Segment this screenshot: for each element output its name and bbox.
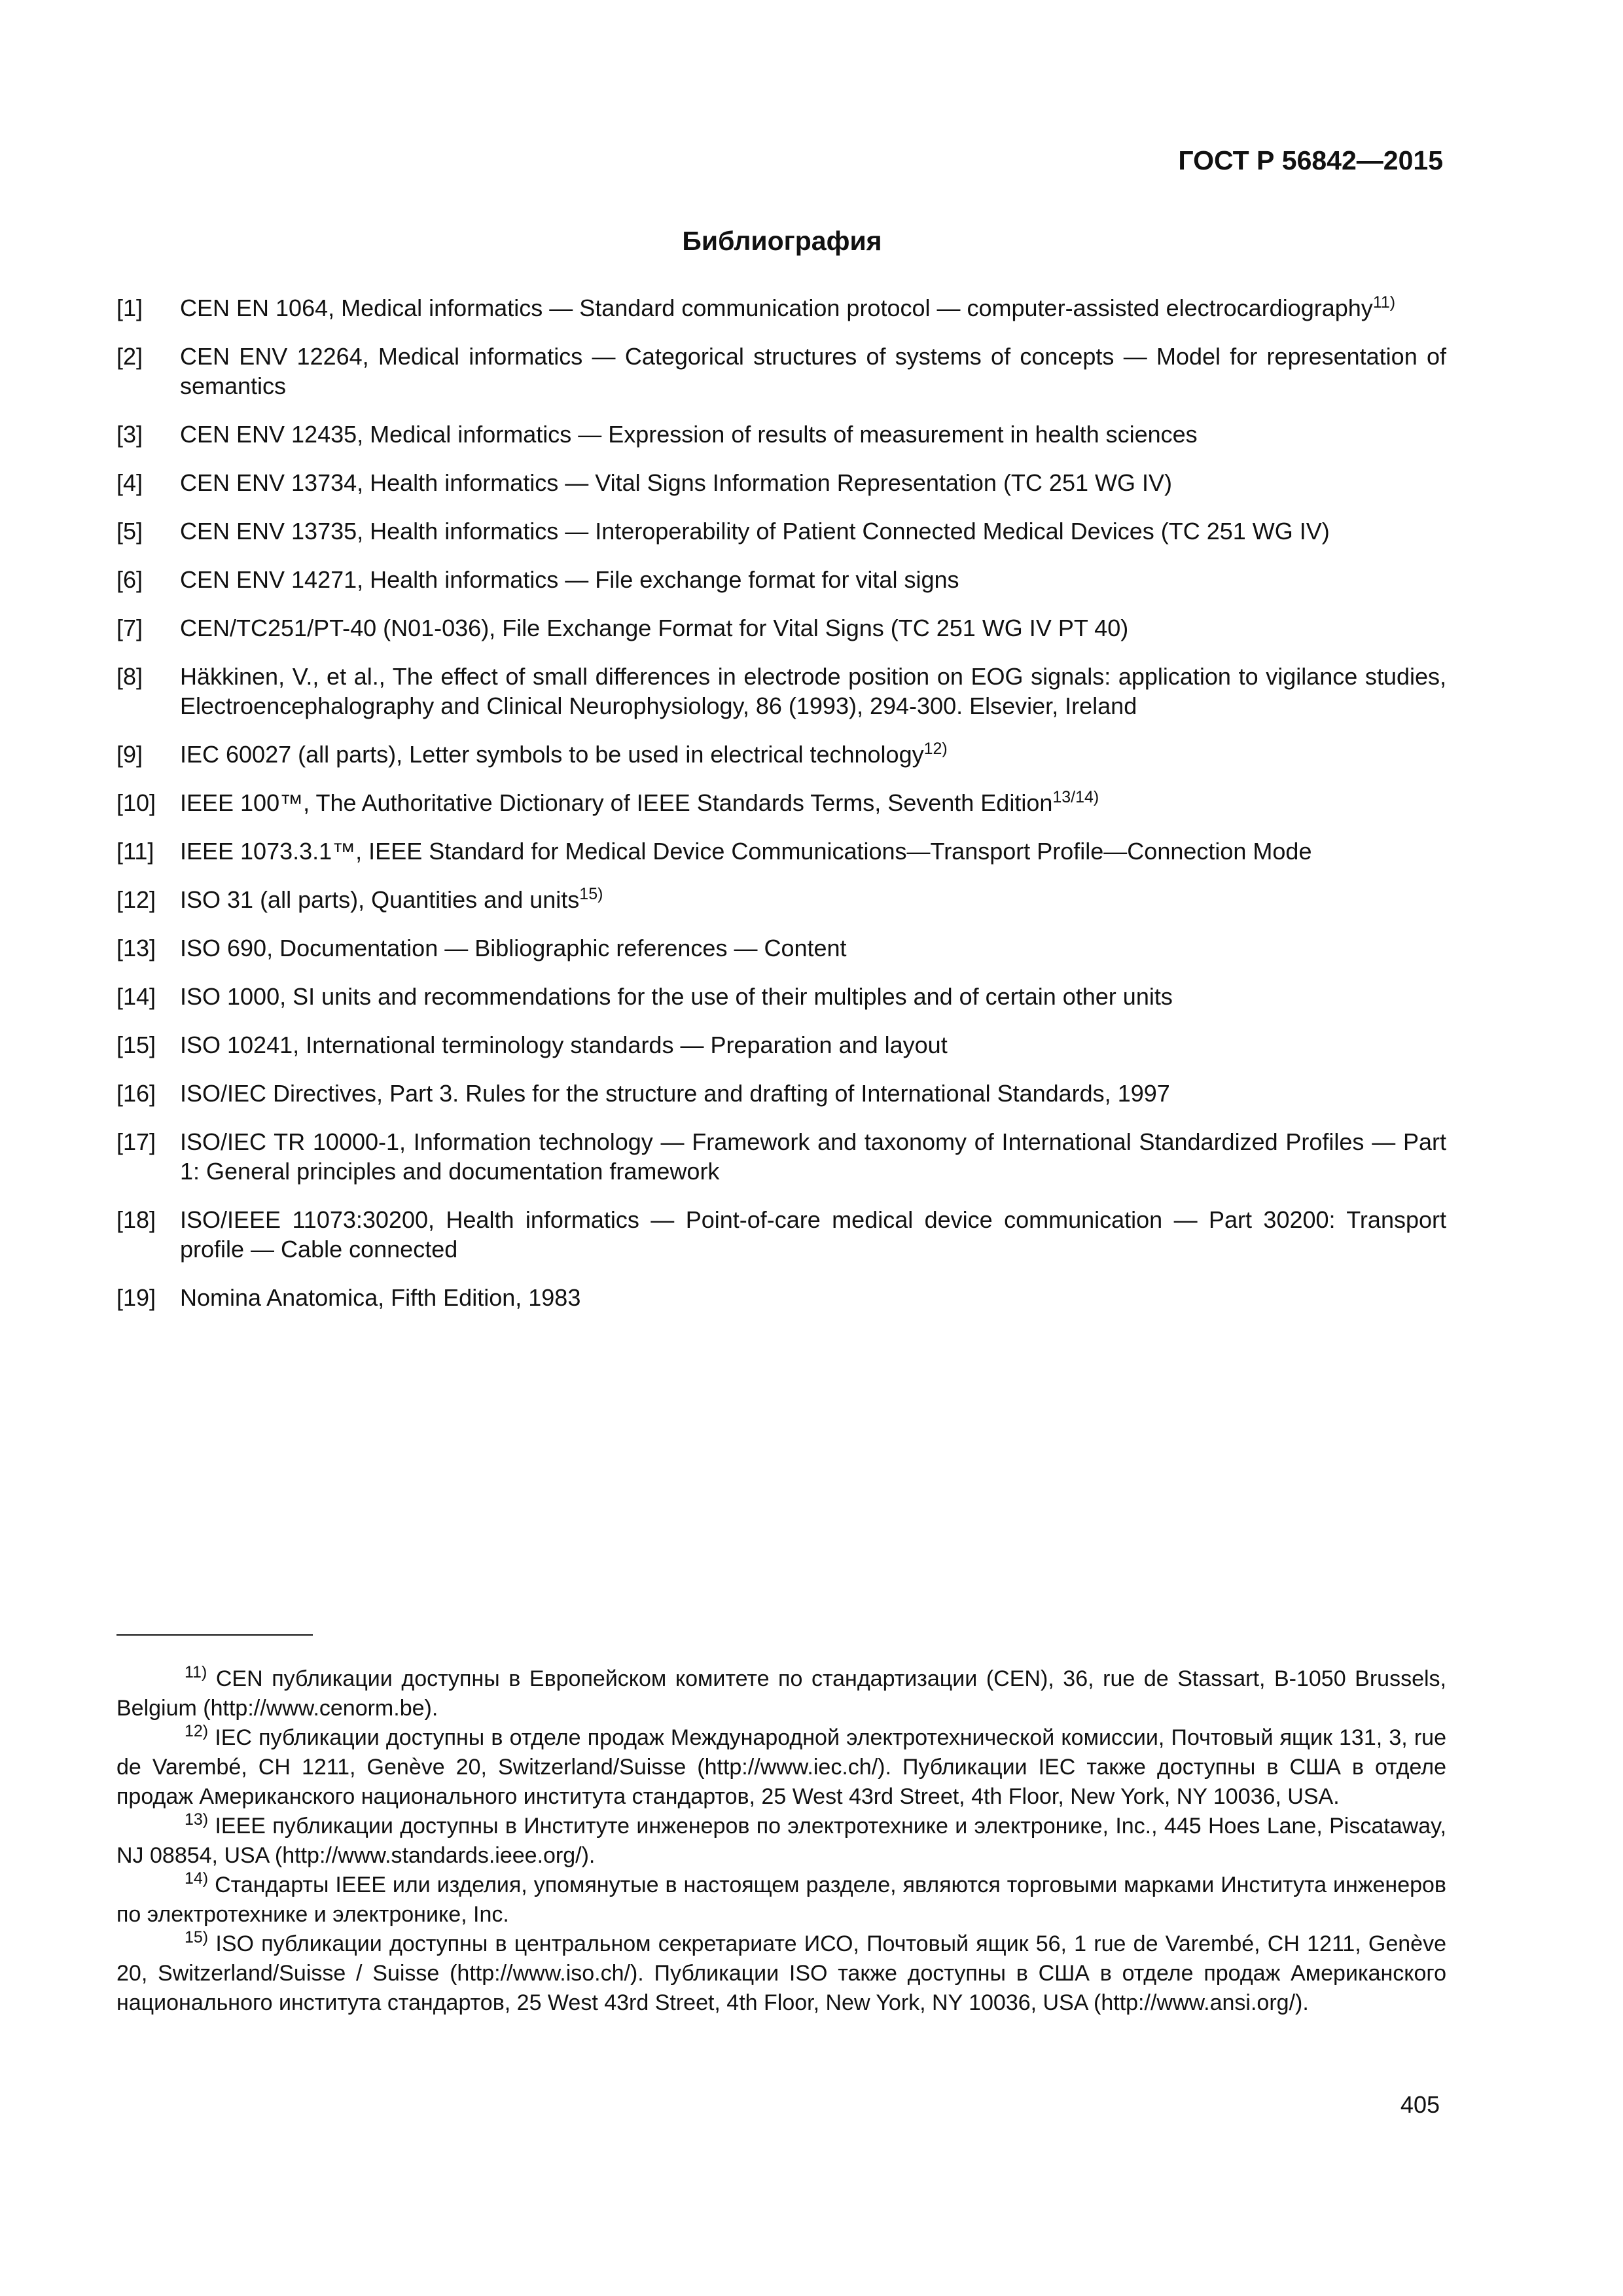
reference-item bbox=[116, 1079, 1446, 1108]
reference-text: IEEE 1073.3.1™, IEEE Standard for Medical Device Communications—Transport Profile—Connection Mode bbox=[180, 838, 1312, 865]
reference-number: [3] bbox=[116, 421, 143, 448]
reference-text: ISO 690, Documentation — Bibliographic references — Content bbox=[180, 935, 847, 961]
reference-item bbox=[116, 662, 1446, 721]
footnote-mark: 14) bbox=[185, 1869, 209, 1888]
reference-text: ISO/IEC TR 10000-1, Information technology — Framework and taxonomy of International Standardized Profiles — Part 1: General principles and documentation framework bbox=[180, 1128, 1446, 1185]
reference-text: ISO 31 (all parts), Quantities and units$^{15)}$ bbox=[180, 885, 603, 913]
reference-number: [16] bbox=[116, 1080, 156, 1107]
reference-number: [15] bbox=[116, 1031, 156, 1058]
reference-text: IEEE 100™, The Authoritative Dictionary of IEEE Standards Terms, Seventh Edition$^{13/14)}$ bbox=[180, 788, 1099, 816]
footnote: $^{15)}$ ISO публикации доступны в центральном секретариате ИСО, Почтовый ящик 56, 1 rue de Varembé, CH 1211, Genève 20, Switzerland/Suisse / Suisse (http://www.iso.ch/). Публикации ISO также доступны в США в отделе продаж Американского национального института стандартов, 25 West 43rd Street, 4th Floor, New York, NY 10036, USA (http://www.ansi.org/). bbox=[116, 1928, 1446, 2015]
reference-item bbox=[116, 788, 1446, 817]
reference-number: [4] bbox=[116, 469, 143, 496]
footnote: $^{12)}$ IEC публикации доступны в отделе продаж Международной электротехнической комиссии, Почтовый ящик 131, 3, rue de Varembé, CH 1211, Genève 20, Switzerland/Suisse (http://www.iec.ch/). Публикации IEC также доступны в США в отделе продаж Американского национального института стандартов, 25 West 43rd Street, 4th Floor, New York, NY 10036, USA. bbox=[116, 1722, 1446, 1809]
reference-number: [8] bbox=[116, 663, 143, 690]
reference-text: Häkkinen, V., et al., The effect of small differences in electrode position on EOG signals: application to vigilance studies, Electroencephalography and Clinical Neurophysiology, 86 (1993), 294-300. Elsevier, Ireland bbox=[180, 663, 1446, 719]
reference-item bbox=[116, 342, 1446, 401]
reference-text: CEN ENV 13734, Health informatics — Vital Signs Information Representation (TC 251 WG IV) bbox=[180, 469, 1172, 496]
reference-number: [13] bbox=[116, 935, 156, 961]
reference-number: [12] bbox=[116, 886, 156, 913]
reference-text: CEN ENV 14271, Health informatics — File exchange format for vital signs bbox=[180, 566, 959, 593]
reference-text: IEC 60027 (all parts), Letter symbols to be used in electrical technology$^{12)}$ bbox=[180, 740, 948, 768]
reference-text: ISO 10241, International terminology standards — Preparation and layout bbox=[180, 1031, 948, 1058]
reference-item bbox=[116, 516, 1446, 546]
reference-number: [9] bbox=[116, 741, 143, 768]
reference-number: [2] bbox=[116, 343, 143, 370]
reference-item bbox=[116, 1127, 1446, 1186]
footnote-mark: 11) bbox=[185, 1663, 207, 1681]
footnote-mark: 13) bbox=[185, 1810, 209, 1829]
footnote: $^{14)}$ Стандарты IEEE или изделия, упомянутые в настоящем разделе, являются торговыми марками Института инженеров по электротехнике и электронике, Inc. bbox=[116, 1869, 1446, 1927]
reference-number: [19] bbox=[116, 1284, 156, 1311]
reference-item bbox=[116, 885, 1446, 914]
reference-number: [5] bbox=[116, 518, 143, 545]
footnote: $^{13)}$ IEEE публикации доступны в Институте инженеров по электротехнике и электронике, Inc., 445 Hoes Lane, Piscataway, NJ 08854, USA (http://www.standards.ieee.org/). bbox=[116, 1810, 1446, 1868]
reference-item bbox=[116, 740, 1446, 769]
reference-number: [14] bbox=[116, 983, 156, 1010]
reference-number: [18] bbox=[116, 1206, 156, 1233]
reference-item bbox=[116, 933, 1446, 963]
reference-item bbox=[116, 613, 1446, 643]
reference-item bbox=[116, 1205, 1446, 1264]
footnote-mark: 12) bbox=[185, 1722, 209, 1740]
footnote-ref: 11) bbox=[1372, 293, 1396, 312]
reference-text: Nomina Anatomica, Fifth Edition, 1983 bbox=[180, 1284, 581, 1311]
reference-item bbox=[116, 468, 1446, 497]
reference-text: ISO/IEEE 11073:30200, Health informatics — Point-of-care medical device communication — Part 30200: Transport profile — Cable connected bbox=[180, 1206, 1446, 1263]
footnote-mark: 15) bbox=[185, 1928, 209, 1946]
reference-number: [1] bbox=[116, 295, 143, 321]
reference-text: CEN/TC251/PT-40 (N01-036), File Exchange Format for Vital Signs (TC 251 WG IV PT 40) bbox=[180, 615, 1129, 641]
reference-item bbox=[116, 1030, 1446, 1060]
reference-text: CEN ENV 12435, Medical informatics — Expression of results of measurement in health sciences bbox=[180, 421, 1198, 448]
reference-number: [6] bbox=[116, 566, 143, 593]
footnote: $^{11)}$ CEN публикации доступны в Европейском комитете по стандартизации (CEN), 36, rue de Stassart, B-1050 Brussels, Belgium (http://www.cenorm.be). bbox=[116, 1663, 1446, 1721]
footnote-ref: 13/14) bbox=[1052, 788, 1099, 806]
section-title: Библиография bbox=[682, 226, 882, 256]
reference-item bbox=[116, 1283, 1446, 1312]
reference-list bbox=[116, 293, 1446, 1331]
standard-code: ГОСТ Р 56842—2015 bbox=[1178, 145, 1443, 175]
reference-text: CEN EN 1064, Medical informatics — Standard communication protocol — computer-assisted electrocardiography$^{11)}$ bbox=[180, 293, 1396, 321]
reference-item bbox=[116, 982, 1446, 1011]
reference-text: ISO 1000, SI units and recommendations for the use of their multiples and of certain other units bbox=[180, 983, 1173, 1010]
footnote-ref: 15) bbox=[579, 885, 603, 903]
reference-text: CEN ENV 12264, Medical informatics — Categorical structures of systems of concepts — Model for representation of semantics bbox=[180, 343, 1446, 399]
reference-item bbox=[116, 565, 1446, 594]
reference-number: [11] bbox=[116, 838, 154, 865]
footnote-list bbox=[116, 1664, 1446, 2018]
reference-item bbox=[116, 293, 1446, 323]
reference-item bbox=[116, 420, 1446, 449]
reference-number: [17] bbox=[116, 1128, 156, 1155]
reference-item bbox=[116, 836, 1446, 866]
footnote-separator bbox=[116, 1634, 313, 1636]
reference-text: ISO/IEC Directives, Part 3. Rules for the structure and drafting of International Standards, 1997 bbox=[180, 1080, 1170, 1107]
reference-text: CEN ENV 13735, Health informatics — Interoperability of Patient Connected Medical Devices (TC 251 WG IV) bbox=[180, 518, 1330, 545]
page-number: 405 bbox=[1400, 2091, 1440, 2118]
reference-number: [7] bbox=[116, 615, 143, 641]
reference-number: [10] bbox=[116, 789, 156, 816]
footnote-ref: 12) bbox=[923, 740, 948, 758]
